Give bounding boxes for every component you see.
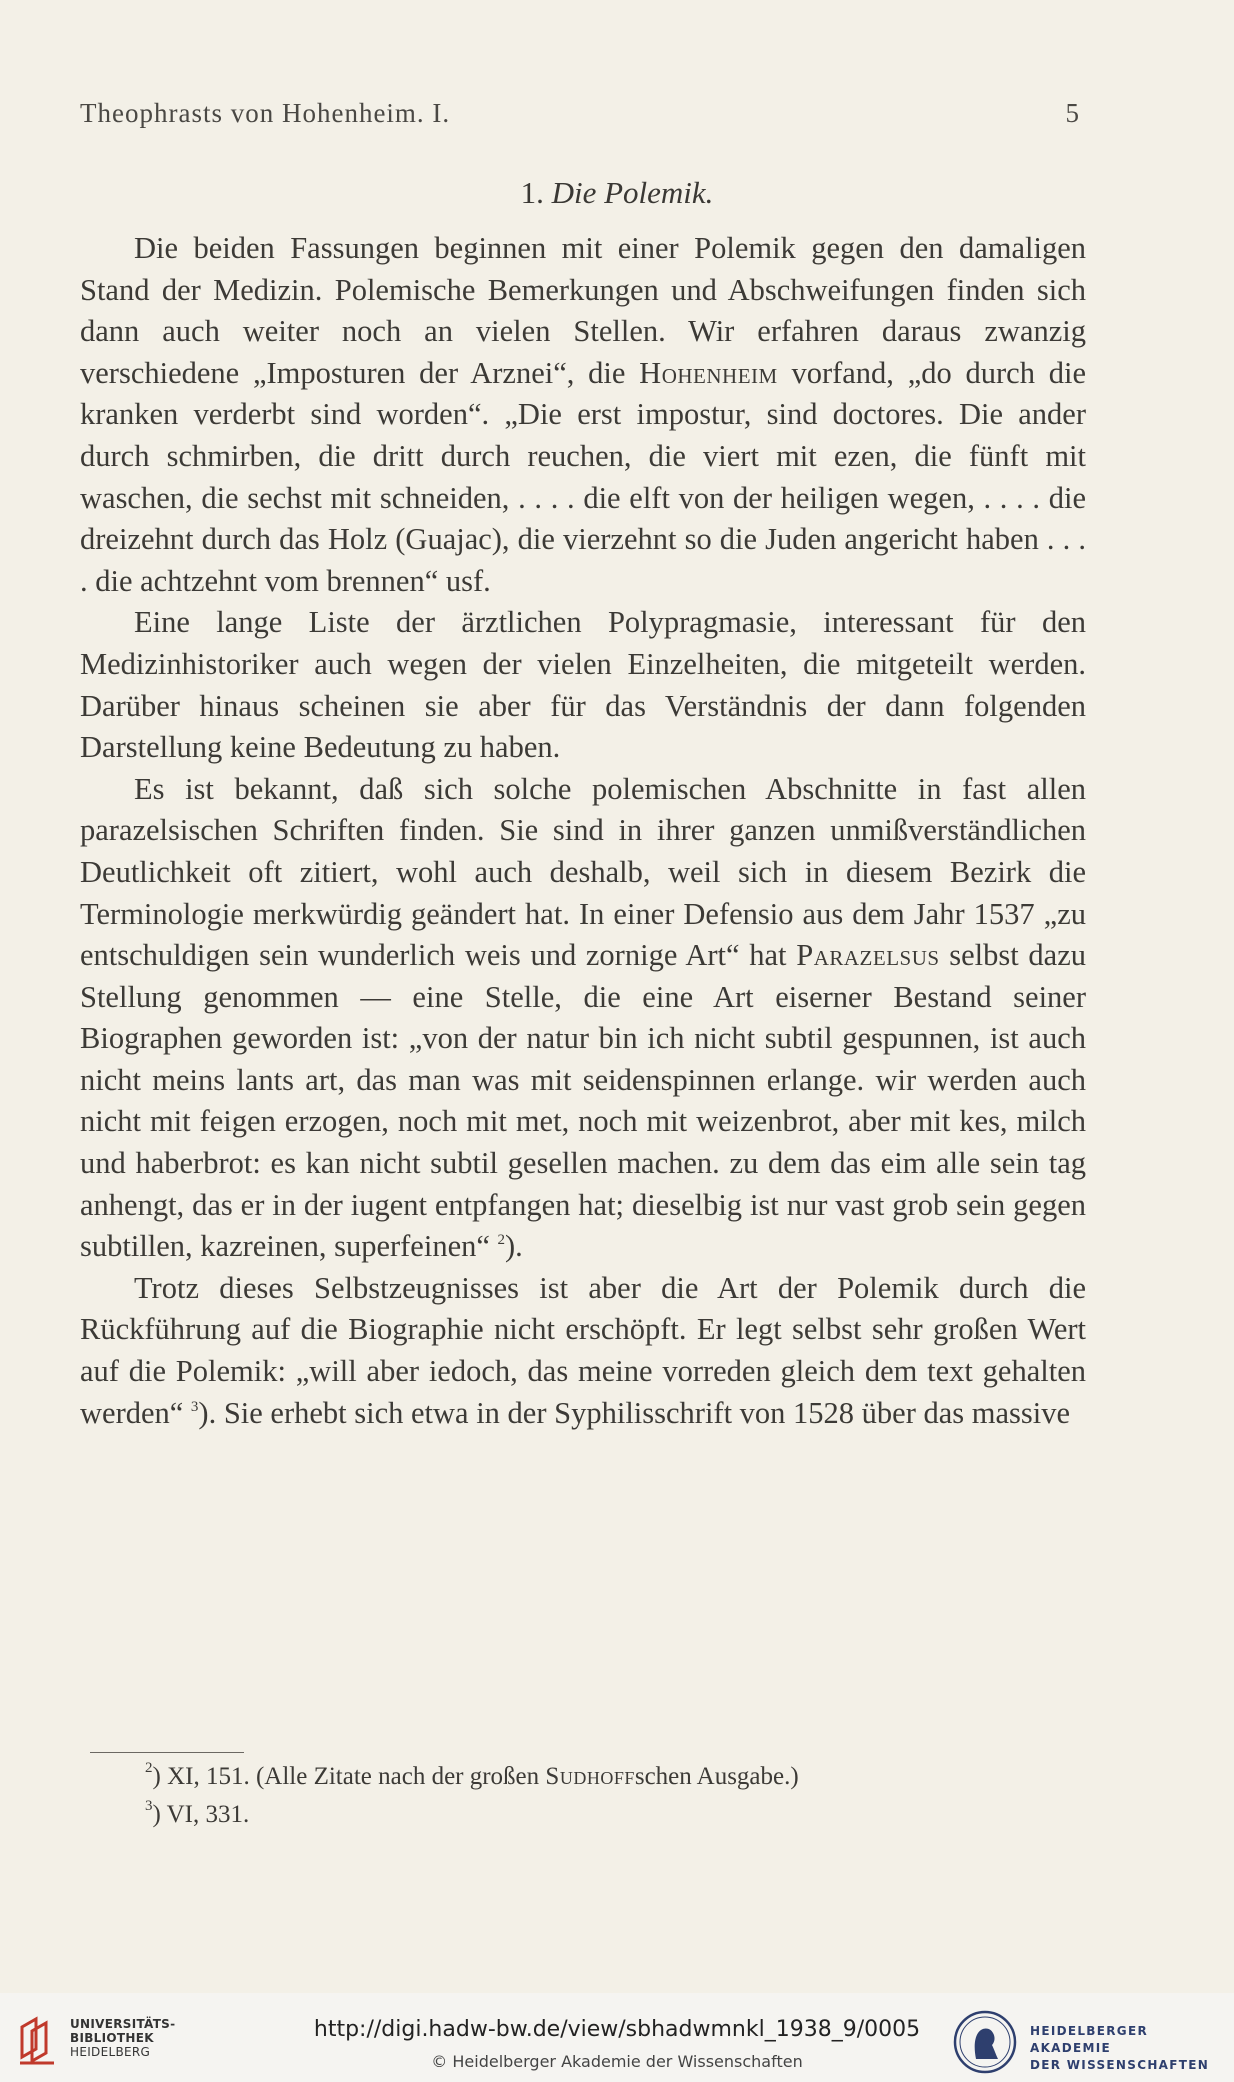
academy-line-1: HEIDELBERGER AKADEMIE — [1030, 2024, 1148, 2055]
paragraph-3-text-a: Es ist bekannt, daß sich solche polemischen Abschnitte in fast allen parazelsischen Schriften finden. Sie sind in ihrer ganzen unmißverständlichen Deutlichkeit oft zitiert, wohl auch deshalb, weil sich in diesem Bezirk die Terminologie merkwürdig geändert hat. In einer Defensio aus dem Jahr 1537 „zu entschuldigen sein wunderlich weis und zornige Art“ hat — [80, 771, 1086, 973]
footnote-mark: 3 — [145, 1798, 153, 1814]
paragraph-3-text-b: selbst dazu Stellung genommen — eine Stelle, die eine Art eiserner Bestand seiner Biographen geworden ist: „von der natur bin ich nicht subtil gespunnen, ist auch nicht meins lants art, das man was mit seidenspinnen erlange. wir werden auch nicht mit feigen erzogen, noch mit met, noch mit weizenbrot, aber mit kes, milch und haberbrot: es kan nicht subtil gesellen machen. zu dem das eim alle sein tag anhengt, das er in der iugent entpfangen hat; dieselbig ist nur vast grob sein gegen subtillen, kazreinen, superfeinen“ — [80, 938, 1086, 1264]
footnote-mark: 2 — [145, 1760, 153, 1776]
viewer-footer — [0, 1993, 1234, 2082]
footnote-divider — [90, 1752, 244, 1753]
paragraph-4 — [80, 1268, 1086, 1434]
copyright-notice: © Heidelberger Akademie der Wissenschaften — [431, 2052, 803, 2071]
permalink-url[interactable]: http://digi.hadw-bw.de/view/sbhadwmnkl_1938_9/0005 — [313, 2017, 921, 2042]
footnote-3 — [145, 1796, 1045, 1834]
person-name-parazelsus: Parazelsus — [796, 938, 940, 973]
academy-line-2: DER WISSENSCHAFTEN — [1030, 2058, 1210, 2072]
person-name-hohenheim: Hohenheim — [639, 355, 778, 390]
academy-portrait-medallion-icon[interactable] — [952, 2009, 1018, 2075]
library-line-2: BIBLIOTHEK — [70, 2031, 154, 2045]
paragraph-1-text-a: Die beiden Fassungen beginnen mit einer Polemik gegen den damaligen Stand der Medizin. Polemische Bemerkungen und Abschweifungen finden sich dann auch weiter noch an vielen Stellen. Wir erfahren daraus zwanzig verschiedene „Imposturen der Arznei“, die — [80, 231, 1086, 390]
person-name-sudhoff: Sudhoff — [545, 1763, 635, 1790]
section-title: Die Polemik. — [551, 175, 714, 210]
section-heading — [0, 175, 1234, 211]
section-number: 1. — [520, 175, 544, 210]
running-head — [80, 98, 1086, 134]
paragraph-2: Eine lange Liste der ärztlichen Polypragmasie, interessant für den Medizinhistoriker auch wegen der vielen Einzelheiten, die mitgeteilt werden. Darüber hinaus scheinen sie aber für das Verständnis der dann folgenden Darstellung keine Bedeutung zu haben. — [80, 605, 1086, 765]
footnotes — [145, 1758, 1045, 1834]
paragraph-3-text-c: ). — [505, 1229, 523, 1264]
footnote-ref-2[interactable]: 2 — [497, 1232, 506, 1249]
footnote-ref-3[interactable]: 3 — [190, 1398, 199, 1415]
footnote-text-b: schen Ausgabe.) — [634, 1763, 799, 1790]
library-city: HEIDELBERG — [70, 2045, 151, 2059]
footnote-text-a: ) XI, 151. (Alle Zitate nach der großen — [152, 1763, 546, 1790]
paragraph-1 — [80, 228, 1086, 602]
running-title: Theophrasts von Hohenheim. I. — [80, 98, 451, 128]
footnote-text-a: ) VI, 331. — [152, 1801, 250, 1828]
paragraph-1-text-b: vorfand, „do durch die kranken verderbt sind worden“. „Die erst impostur, sind doctores. Die ander durch schmirben, die dritt durch reuchen, die viert mit ezen, die fünft mit waschen, die sechst mit schneiden, . . . . die elft von der heiligen wegen, . . . . die dreizehnt durch das Holz (Guajac), die vierzehnt so die Juden angericht haben . . . . die achtzehnt vom brennen“ usf. — [80, 355, 1086, 598]
paragraph-4-text-b: ). Sie erhebt sich etwa in der Syphilisschrift von 1528 über das massive — [198, 1395, 1071, 1430]
paragraph-3 — [80, 769, 1086, 1268]
footnote-2 — [145, 1758, 1045, 1796]
paragraph-4-text-a: Trotz dieses Selbstzeugnisses ist aber die Art der Polemik durch die Rückführung auf die Biographie nicht erschöpft. Er legt selbst sehr großen Wert auf die Polemik: „will aber iedoch, das meine vorreden gleich dem text gehalten werden“ — [80, 1270, 1086, 1430]
body-text — [80, 228, 1086, 1434]
library-line-1: UNIVERSITÄTS- — [70, 2017, 176, 2031]
academy-name — [1030, 2023, 1234, 2074]
page-number: 5 — [1065, 98, 1080, 128]
